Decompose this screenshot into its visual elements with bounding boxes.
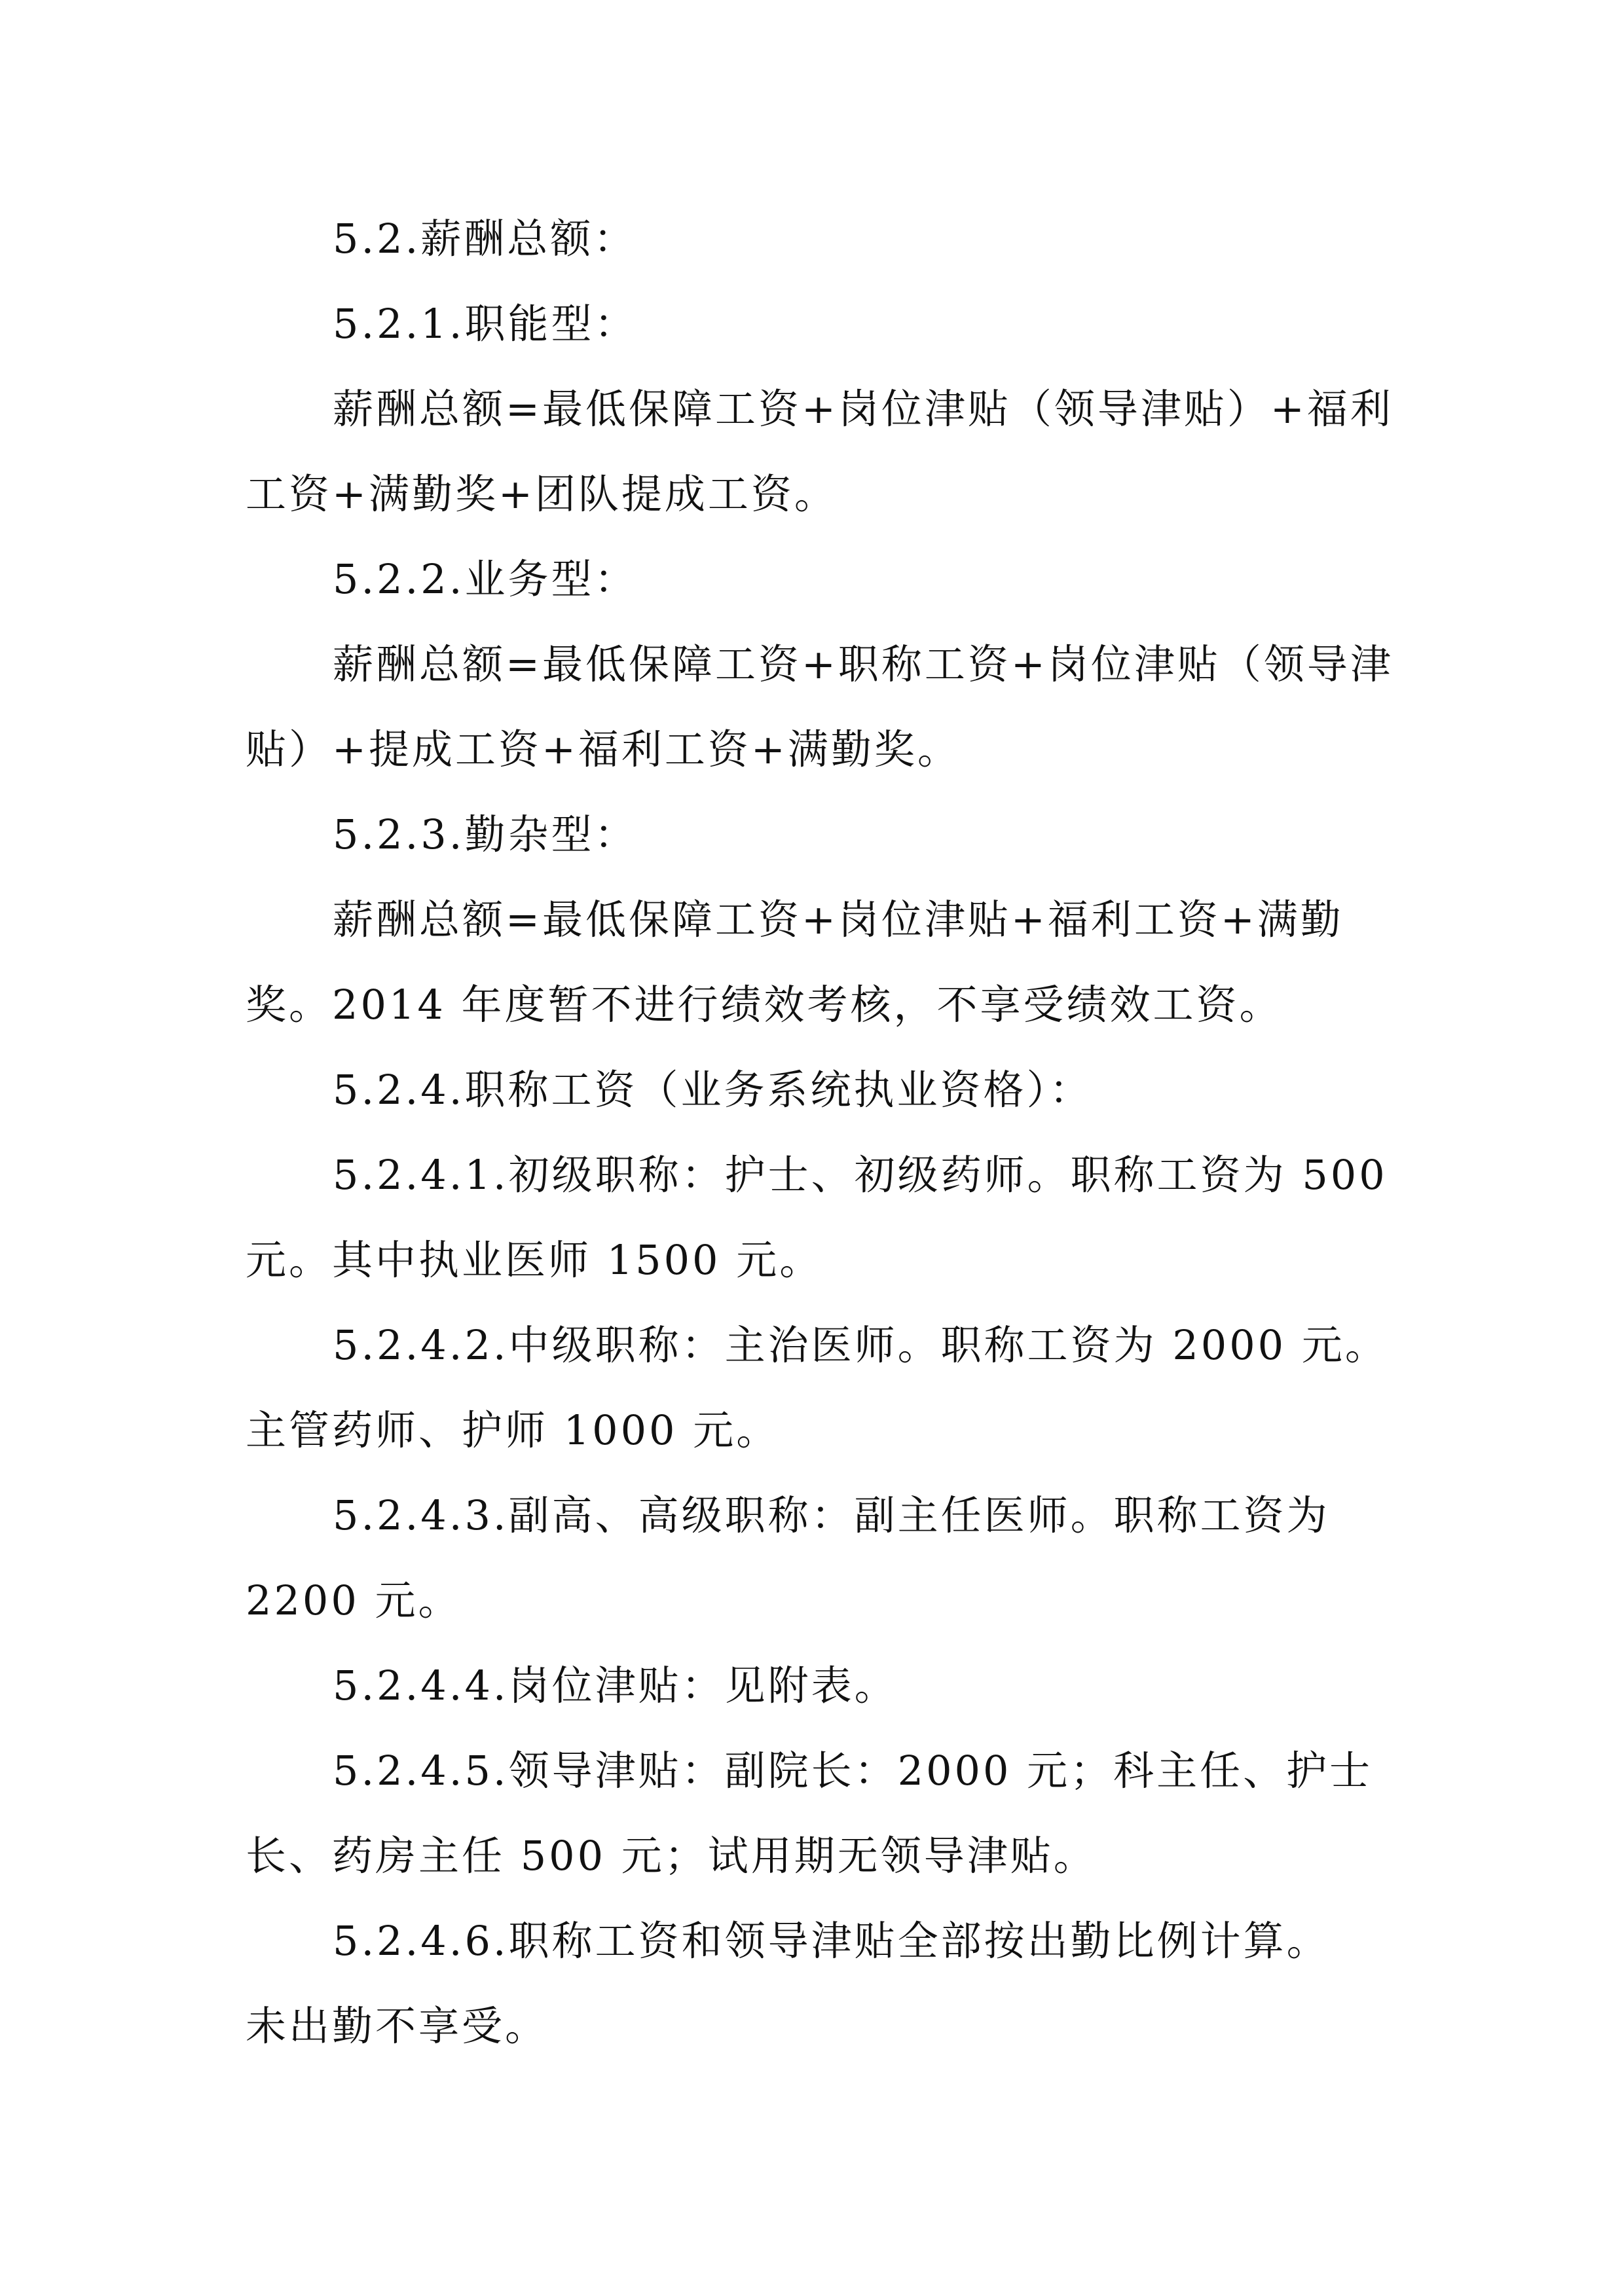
paragraph-line: 奖。2014 年度暂不进行绩效考核，不享受绩效工资。 [246,981,1283,1029]
paragraph-line: 主管药师、护师 1000 元。 [246,1406,780,1454]
paragraph-line: 贴）+提成工资+福利工资+满勤奖。 [246,725,961,773]
heading-5-2: 5.2.薪酬总额： [333,215,637,263]
paragraph-line: 长、药房主任 500 元；试用期无领导津贴。 [246,1832,1097,1880]
paragraph-line: 5.2.4.2.中级职称：主治医师。职称工资为 2000 元。 [333,1321,1388,1369]
heading-5-2-2: 5.2.2.业务型： [333,555,638,603]
paragraph-line: 2200 元。 [246,1576,462,1624]
paragraph-line: 薪酬总额=最低保障工资+岗位津贴（领导津贴）+福利 [333,385,1393,433]
paragraph-line: 5.2.4.5.领导津贴：副院长：2000 元；科主任、护士 [333,1747,1373,1795]
paragraph-line: 元。其中执业医师 1500 元。 [246,1236,823,1284]
paragraph-line: 5.2.4.4.岗位津贴：见附表。 [333,1662,898,1709]
paragraph-line: 薪酬总额=最低保障工资+岗位津贴+福利工资+满勤 [333,896,1344,943]
paragraph-line: 5.2.4.1.初级职称：护士、初级药师。职称工资为 500 [333,1151,1388,1199]
heading-5-2-3: 5.2.3.勤杂型： [333,811,638,858]
heading-5-2-4: 5.2.4.职称工资（业务系统执业资格）： [333,1066,1093,1114]
paragraph-line: 未出勤不享受。 [246,2002,549,2050]
paragraph-line: 5.2.4.3.副高、高级职称：副主任医师。职称工资为 [333,1491,1330,1539]
paragraph-line: 薪酬总额=最低保障工资+职称工资+岗位津贴（领导津 [333,640,1393,688]
heading-5-2-1: 5.2.1.职能型： [333,300,638,348]
paragraph-line: 工资+满勤奖+团队提成工资。 [246,470,838,518]
paragraph-line: 5.2.4.6.职称工资和领导津贴全部按出勤比例计算。 [333,1917,1330,1965]
